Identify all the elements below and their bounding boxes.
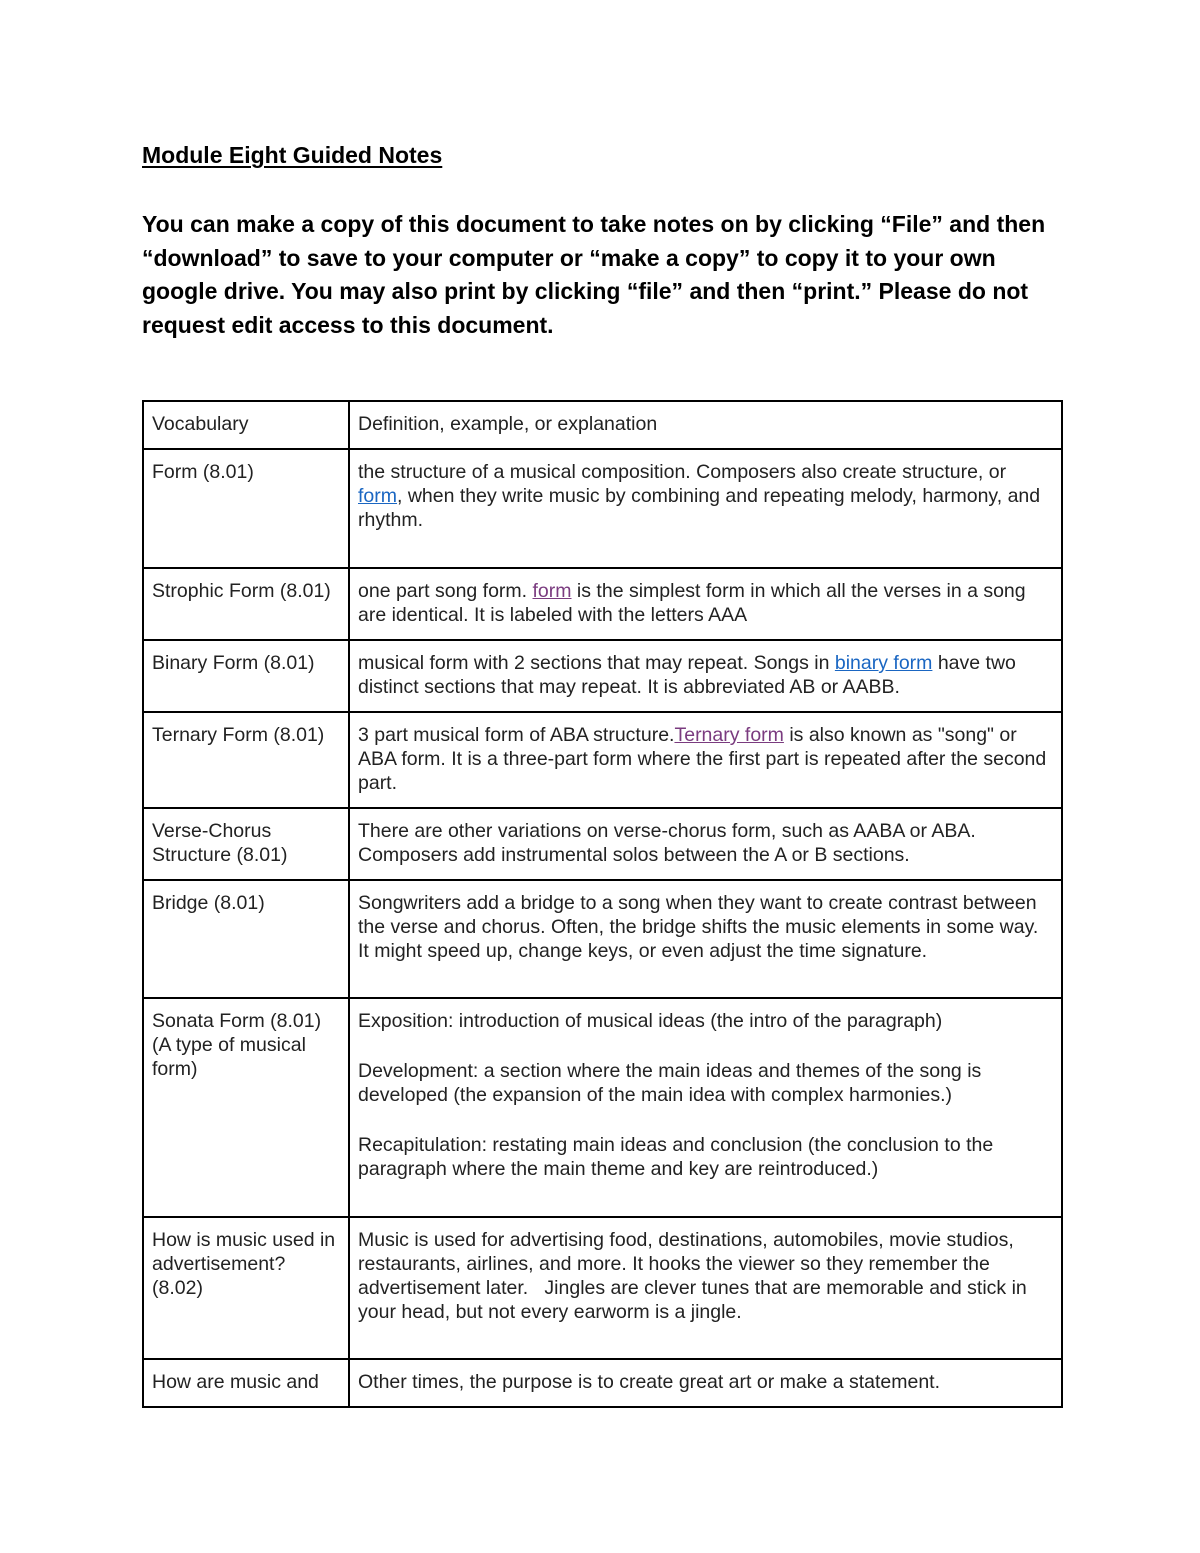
ternary-form-link[interactable]: Ternary form [674, 724, 784, 746]
term-text: Sonata Form (8.01) [152, 1010, 322, 1032]
strophic-form-link[interactable]: form [532, 580, 572, 602]
form-link[interactable]: form [358, 485, 397, 507]
intro-paragraph: You can make a copy of this document to take notes on by clicking “File” and then “download” to save to your computer or “make a copy” to copy it to your own google drive. You may also print by clicking “file” and then “print.” Please do not request edit access to this document. [142, 211, 1046, 338]
definition-cell [349, 640, 1062, 712]
definition-text: one part song form. [358, 580, 533, 602]
header-vocabulary: Vocabulary [143, 401, 349, 449]
header-definition: Definition, example, or explanation [349, 401, 1062, 449]
term-cell: Strophic Form (8.01) [143, 568, 349, 640]
definition-text: the structure of a musical composition. Composers also create structure, or [358, 461, 1007, 483]
term-cell: Verse-Chorus Structure (8.01) [143, 808, 349, 880]
term-cell: Ternary Form (8.01) [143, 712, 349, 808]
term-cell [143, 998, 349, 1217]
definition-cell [349, 449, 1062, 568]
document-title: Module Eight Guided Notes [142, 142, 443, 168]
table-row [143, 1359, 1062, 1407]
table-header-row [143, 401, 1062, 449]
definition-text: musical form with 2 sections that may repeat. Songs in [358, 652, 835, 674]
term-cell: How are music and [143, 1359, 349, 1407]
definition-text: is also known as "song" or ABA form. It is a three-part form where the first part is repeated after the second part. [358, 724, 1047, 794]
table-row [143, 640, 1062, 712]
definition-cell: Other times, the purpose is to create great art or make a statement. [349, 1359, 1062, 1407]
definition-text: is the simplest form in which all the verses in a song are identical. It is labeled with the letters AAA [358, 580, 1026, 626]
binary-form-link[interactable]: binary form [834, 652, 933, 674]
recapitulation-text: Recapitulation: restating main ideas and conclusion (the conclusion to the paragraph where the main theme and key are reintroduced.) [358, 1134, 994, 1180]
vocabulary-table [142, 400, 1063, 1408]
term-cell: Binary Form (8.01) [143, 640, 349, 712]
definition-cell [349, 568, 1062, 640]
definition-text: , when they write music by combining and repeating melody, harmony, and rhythm. [358, 485, 1041, 531]
table-row [143, 998, 1062, 1217]
table-row [143, 880, 1062, 998]
exposition-text: Exposition: introduction of musical ideas (the intro of the paragraph) [358, 1010, 943, 1032]
definition-cell [349, 712, 1062, 808]
table-row [143, 712, 1062, 808]
term-note: (A type of musical form) [152, 1034, 306, 1080]
table-row [143, 808, 1062, 880]
definition-text: 3 part musical form of ABA structure. [358, 724, 675, 746]
definition-text: have two distinct sections that may repeat. It is abbreviated AB or AABB. [358, 652, 1016, 698]
definition-cell [349, 998, 1062, 1217]
definition-cell: There are other variations on verse-chorus form, such as AABA or ABA. Composers add instrumental solos between the A or B sections. [349, 808, 1062, 880]
table-row [143, 449, 1062, 568]
definition-cell: Music is used for advertising food, destinations, automobiles, movie studios, restaurants, airlines, and more. It hooks the viewer so they remember the advertisement later. Jingles are clever tunes that are memorable and stick in your head, but not every earworm is a jingle. [349, 1217, 1062, 1359]
table-row [143, 1217, 1062, 1359]
term-cell: Form (8.01) [143, 449, 349, 568]
definition-cell: Songwriters add a bridge to a song when they want to create contrast between the verse and chorus. Often, the bridge shifts the music elements in some way. It might speed up, change keys, or even adjust the time signature. [349, 880, 1062, 998]
term-cell: How is music used in advertisement? (8.02) [143, 1217, 349, 1359]
term-cell: Bridge (8.01) [143, 880, 349, 998]
table-row [143, 568, 1062, 640]
development-text: Development: a section where the main ideas and themes of the song is developed (the expansion of the main idea with complex harmonies.) [358, 1060, 982, 1106]
